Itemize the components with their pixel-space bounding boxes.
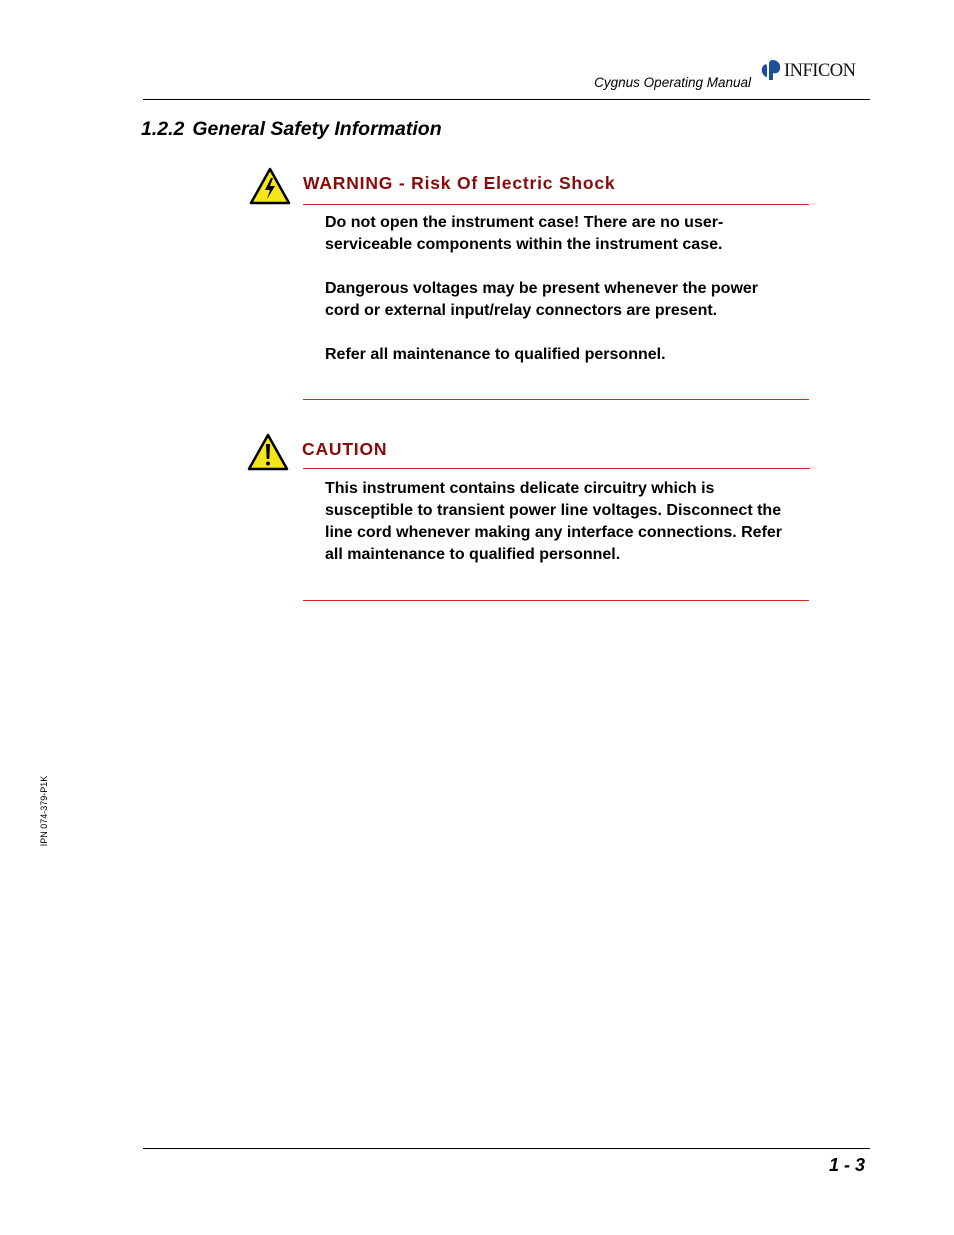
warning-title: WARNING - Risk Of Electric Shock bbox=[303, 173, 616, 193]
warning-body bbox=[325, 212, 795, 366]
warning-paragraph: Dangerous voltages may be present whenever the power cord or external input/relay connectors are present. bbox=[325, 280, 759, 319]
manual-title: Cygnus Operating Manual bbox=[594, 75, 751, 90]
exclamation-caution-icon bbox=[247, 433, 289, 471]
caution-paragraph: This instrument contains delicate circuitry which is susceptible to transient power line voltages. Disconnect the line cord whenever making any interface connections. Refer all maintenance to qualified personnel. bbox=[325, 480, 783, 563]
caution-body bbox=[325, 478, 795, 566]
page-number: 1 - 3 bbox=[828, 1155, 865, 1175]
footer-rule bbox=[143, 1148, 870, 1149]
logo-text: INFICON bbox=[784, 61, 856, 81]
warning-bottom-rule bbox=[303, 399, 809, 400]
warning-paragraph: Refer all maintenance to qualified personnel. bbox=[325, 346, 666, 363]
header-rule bbox=[143, 99, 870, 100]
caution-top-rule bbox=[303, 468, 810, 469]
inficon-logo-mark-icon bbox=[760, 58, 782, 82]
caution-bottom-rule bbox=[303, 600, 809, 601]
electric-shock-warning-icon bbox=[249, 167, 291, 205]
section-title: General Safety Information bbox=[192, 118, 442, 140]
warning-top-rule bbox=[303, 204, 809, 205]
caution-title: CAUTION bbox=[302, 439, 388, 459]
section-number: 1.2.2 bbox=[141, 118, 185, 140]
ipn-label: IPN 074-379-P1K bbox=[39, 775, 49, 847]
section-heading bbox=[141, 118, 442, 141]
warning-paragraph: Do not open the instrument case! There are no user-serviceable components within the instrument case. bbox=[325, 214, 724, 253]
